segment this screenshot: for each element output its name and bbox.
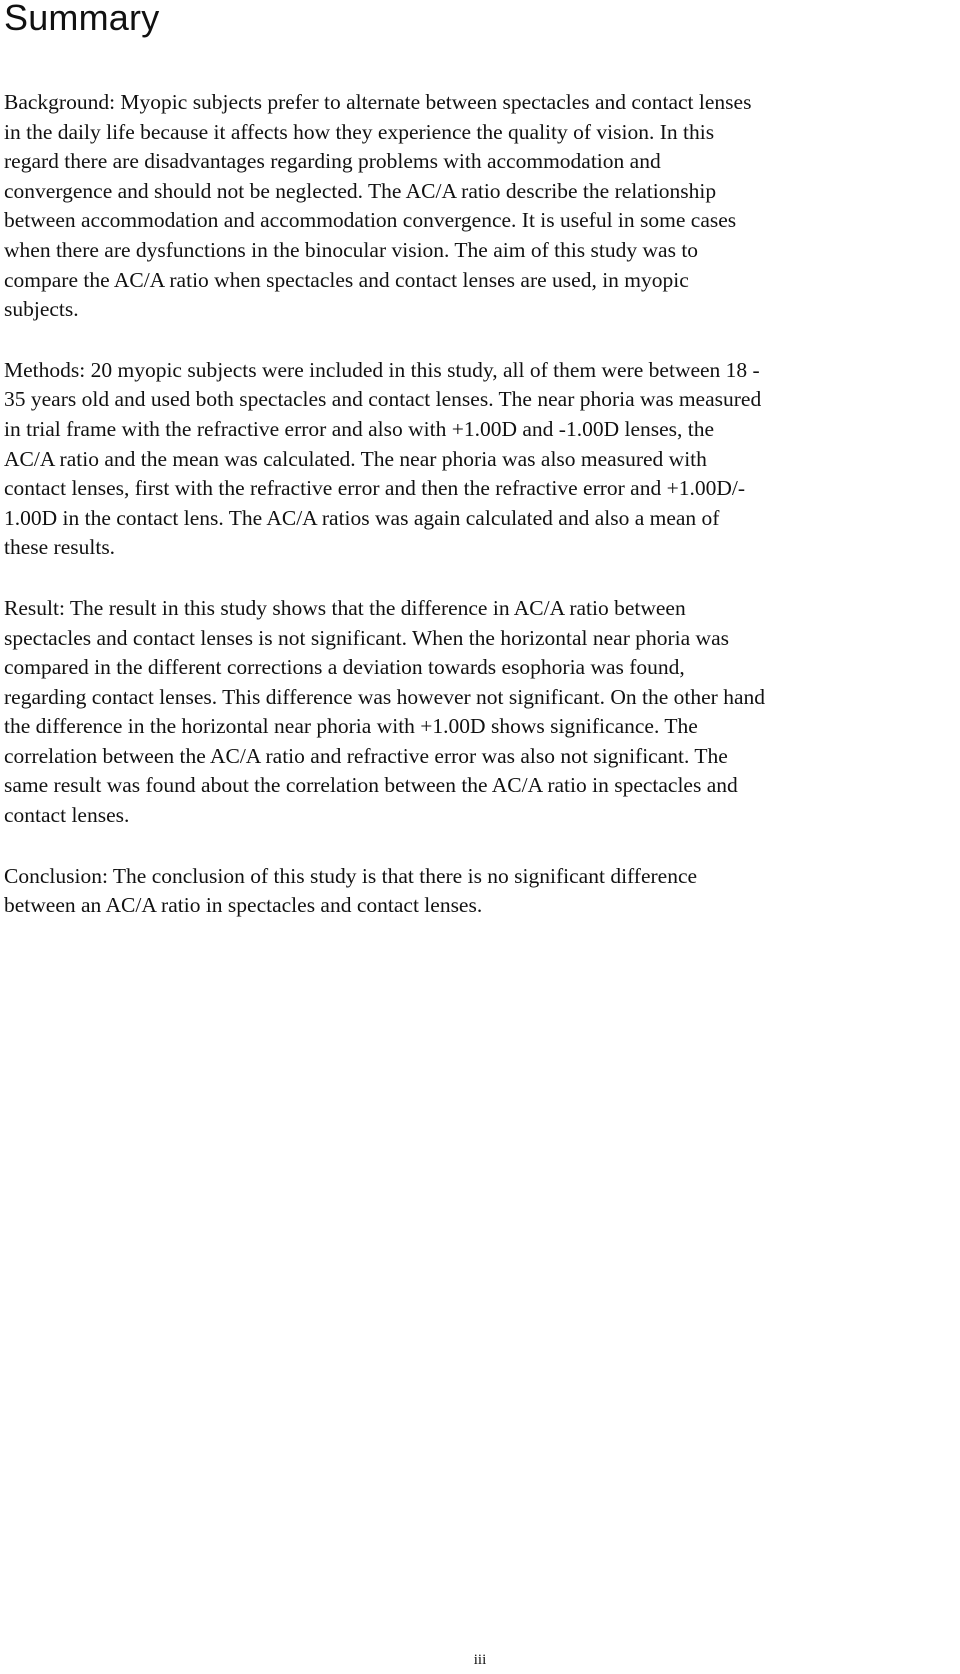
- page-number: iii: [473, 1652, 487, 1668]
- result-paragraph: Result: The result in this study shows that the difference in AC/A ratio between spectacles and contact lenses is not significant. When the horizontal near phoria was compared in the different corrections a deviation towards esophoria was found, regarding contact lenses. This difference was however not significant. On the other hand the difference in the horizontal near phoria with +1.00D shows significance. The correlation between the AC/A ratio and refractive error was also not significant. The same result was found about the correlation between the AC/A ratio in spectacles and contact lenses.: [4, 595, 766, 828]
- conclusion-paragraph: Conclusion: The conclusion of this study is that there is no significant difference between an AC/A ratio in spectacles and contact lenses.: [4, 863, 698, 918]
- summary-body: [4, 88, 954, 952]
- background-paragraph: Background: Myopic subjects prefer to alternate between spectacles and contact lenses in the daily life because it affects how they experience the quality of vision. In this regard there are disadvantages regarding problems with accommodation and convergence and should not be neglected. The AC/A ratio describe the relationship between accommodation and accommodation convergence. It is useful in some cases when there are dysfunctions in the binocular vision. The aim of this study was to compare the AC/A ratio when spectacles and contact lenses are used, in myopic subjects.: [4, 90, 752, 322]
- page-title: Summary: [4, 0, 160, 38]
- methods-paragraph: Methods: 20 myopic subjects were included in this study, all of them were between 18 - 35 years old and used both spectacles and contact lenses. The near phoria was measured in trial frame with the refractive error and also with +1.00D and -1.00D lenses, the AC/A ratio and the mean was calculated. The near phoria was also measured with contact lenses, first with the refractive error and then the refractive error and +1.00D/- 1.00D in the contact lens. The AC/A ratios was again calculated and also a mean of these results.: [4, 357, 762, 560]
